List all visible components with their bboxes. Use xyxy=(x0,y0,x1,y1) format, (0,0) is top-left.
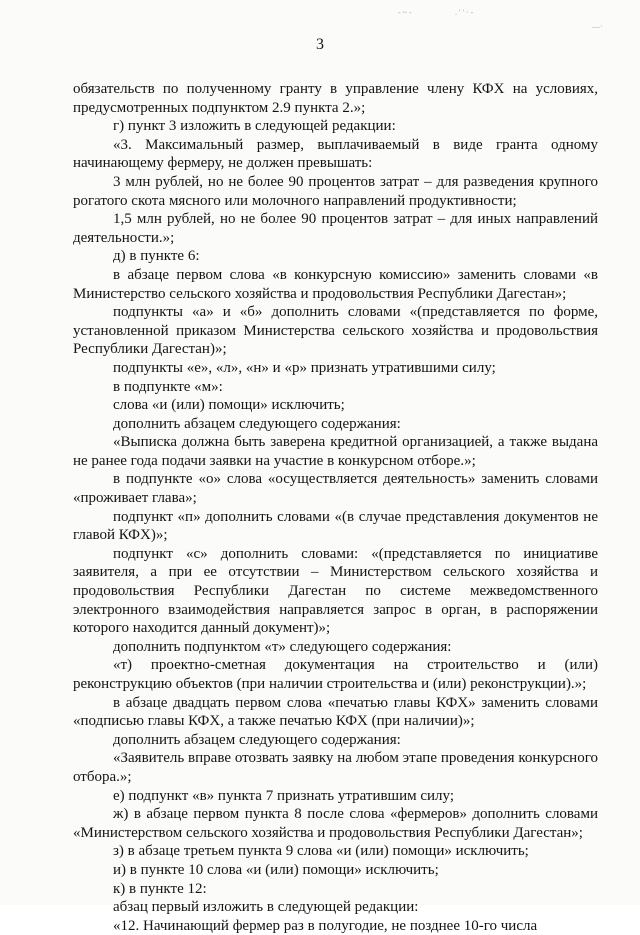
paragraph: «Выписка должна быть заверена кредитной организацией, а также выдана не ранее года подачи заявки на участие в конкурсном отборе.»; xyxy=(73,434,598,469)
paragraph: дополнить абзацем следующего содержания: xyxy=(113,731,401,748)
paragraph: в абзаце двадцать первом слова «печатью главы КФХ» заменить словами «подписью главы КФХ, а также печатью КФХ (при наличии)»; xyxy=(73,694,598,730)
paragraph: дополнить абзацем следующего содержания: xyxy=(113,415,401,432)
paragraph: г) пункт 3 изложить в следующей редакции: xyxy=(113,118,396,135)
scan-artifact: —· xyxy=(592,22,603,31)
paragraph: абзац первый изложить в следующей редакции: xyxy=(113,899,419,916)
paragraph: «12. Начинающий фермер раз в полугодие, не позднее 10-го числа xyxy=(113,917,538,934)
page-number: 3 xyxy=(316,36,324,53)
paragraph: слова «и (или) помощи» исключить; xyxy=(113,397,345,414)
paragraph: «3. Максимальный размер, выплачиваемый в виде гранта одному начинающему фермеру, не должен превышать: xyxy=(73,136,598,172)
paragraph: к) в пункте 12: xyxy=(113,880,207,897)
paragraph: д) в пункте 6: xyxy=(113,248,200,265)
paragraph: «т) проектно-сметная документация на строительство и (или) реконструкцию объектов (при наличии строительства и (или) реконструкции).»; xyxy=(73,657,598,692)
paragraph: и) в пункте 10 слова «и (или) помощи» исключить; xyxy=(113,861,439,878)
paragraph: подпункт «п» дополнить словами «(в случае представления документов не главой КФХ)»; xyxy=(73,508,598,544)
paragraph: 1,5 млн рублей, но не более 90 процентов затрат – для иных направлений деятельности.»; xyxy=(73,211,598,246)
document-body xyxy=(73,80,598,935)
paragraph: з) в абзаце третьем пункта 9 слова «и (или) помощи» исключить; xyxy=(113,843,529,860)
paragraph: подпункты «а» и «б» дополнить словами «(представляется по форме, установленной приказом Министерства сельского хозяйства и продовольствия Республики Дагестан)»; xyxy=(73,304,598,358)
paragraph: дополнить подпунктом «т» следующего содержания: xyxy=(113,638,452,655)
paragraph: подпункт «с» дополнить словами: «(представляется по инициативе заявителя, а при ее отсутствии – Министерством сельского хозяйства и продовольствия Республики Дагестан по системе межведомственного электронного взаимодействия направляется запрос в орган, в распоряжении которого находится данный документ)»; xyxy=(73,545,598,637)
paragraph: подпункты «е», «л», «н» и «р» признать утратившими силу; xyxy=(113,359,496,376)
paragraph: в подпункте «о» слова «осуществляется деятельность» заменить словами «проживает глава»; xyxy=(73,471,598,507)
paragraph: в подпункте «м»: xyxy=(113,378,223,395)
paragraph: обязательств по полученному гранту в управление члену КФХ на условиях, предусмотренных подпунктом 2.9 пункта 2.»; xyxy=(73,81,598,116)
paragraph: е) подпункт «в» пункта 7 признать утратившим силу; xyxy=(113,787,455,804)
scan-artifact: . ' ' · - xyxy=(455,8,474,17)
paragraph: ж) в абзаце первом пункта 8 после слова «фермеров» дополнить словами «Министерством сельского хозяйства и продовольствия Республики Дагестан»; xyxy=(73,806,598,841)
paragraph: 3 млн рублей, но не более 90 процентов затрат – для разведения крупного рогатого скота мясного или молочного направлений продуктивности; xyxy=(73,173,598,209)
paragraph: «Заявитель вправе отозвать заявку на любом этапе проведения конкурсного отбора.»; xyxy=(73,750,598,785)
paragraph: в абзаце первом слова «в конкурсную комиссию» заменить словами «в Министерство сельского хозяйства и продовольствия Республики Дагестан»; xyxy=(73,266,598,302)
scan-artifact: - ~ - xyxy=(398,8,412,17)
